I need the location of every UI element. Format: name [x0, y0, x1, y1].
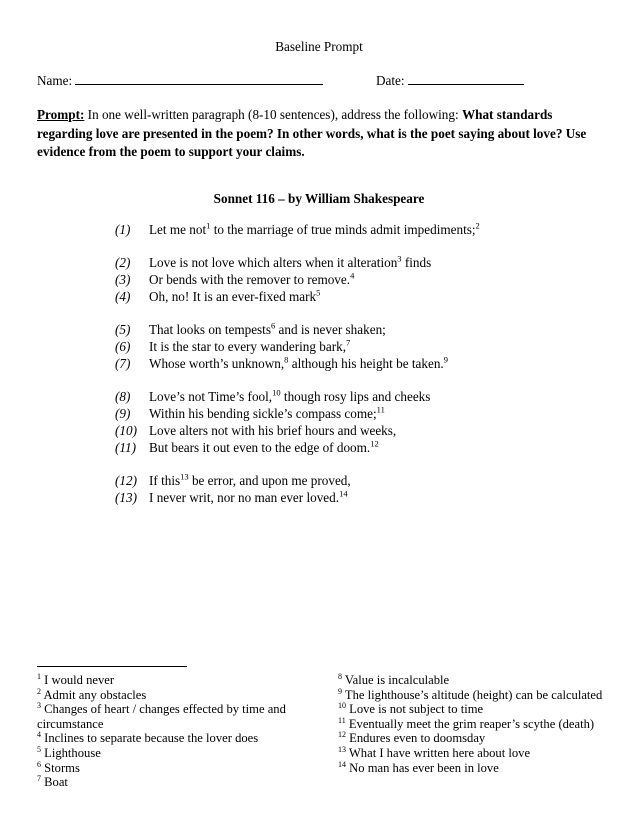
line-text: Let me not$^1$ to the marriage of true minds admit impediments;$^2$ — [149, 220, 480, 237]
footnotes-left — [37, 673, 302, 790]
line-text: If this$^{13}$ be error, and upon me proved, — [149, 471, 351, 488]
footnote: $^{13}$ What I have written here about love — [338, 744, 531, 760]
footnote-number: 7 — [37, 773, 41, 783]
footnote: $^1$ I would never — [37, 671, 115, 687]
footnote: $^{14}$ No man has ever been in love — [338, 759, 499, 775]
footnote-ref: 13 — [180, 471, 189, 482]
line-number: (7) — [115, 356, 131, 371]
footnote-number: 13 — [338, 744, 346, 754]
name-label: Name: — [37, 73, 73, 88]
footnote: $^6$ Storms — [37, 759, 80, 775]
line-number: (2) — [115, 255, 131, 270]
footnote-number: 1 — [37, 671, 41, 681]
line-number: (11) — [115, 440, 136, 455]
footnote: $^5$ Lighthouse — [37, 744, 101, 760]
line-text: Love alters not with his brief hours and weeks, — [149, 423, 397, 438]
footnote-ref: 12 — [370, 438, 379, 449]
footnote-number: 5 — [37, 744, 41, 754]
footnote-number: 12 — [338, 730, 346, 740]
footnote: $^7$ Boat — [37, 773, 68, 790]
footnote: $^8$ Value is incalculable — [338, 671, 450, 687]
footnotes-right — [338, 673, 606, 775]
footnote: $^{10}$ Love is not subject to time — [338, 701, 484, 717]
line-text: Oh, no! It is an ever-fixed mark$^5$ — [149, 287, 321, 304]
footnote-ref: 2 — [475, 220, 480, 231]
footnote-number: 2 — [37, 686, 41, 696]
prompt-intro: In one well-written paragraph (8-10 sentences), address the following: — [87, 107, 459, 122]
footnote-ref: 5 — [316, 287, 321, 298]
line-number: (5) — [115, 322, 131, 337]
line-number: (9) — [115, 406, 131, 421]
footnote-ref: 3 — [397, 253, 402, 264]
date-label: Date: — [376, 73, 405, 88]
footnote-ref: 10 — [272, 387, 281, 398]
line-number: (10) — [115, 423, 137, 438]
footnote: $^2$ Admit any obstacles — [37, 686, 147, 702]
line-text: It is the star to every wandering bark,$^7$ — [149, 337, 351, 354]
line-number: (4) — [115, 289, 131, 304]
line-text: Love’s not Time’s fool,$^{10}$ though rosy lips and cheeks — [149, 387, 431, 404]
footnote-number: 3 — [37, 701, 41, 710]
footnote-ref: 6 — [270, 320, 276, 331]
prompt-label: Prompt: — [37, 107, 85, 122]
line-number: (8) — [115, 389, 131, 404]
footnote-ref: 4 — [350, 270, 355, 281]
line-number: (6) — [115, 339, 131, 354]
line-text: That looks on tempests$^6$ and is never shaken; — [149, 320, 386, 337]
footnote-ref: 9 — [443, 354, 448, 365]
prompt-paragraph — [37, 106, 597, 162]
line-text: Within his bending sickle’s compass come;$^{11}$ — [149, 404, 385, 421]
line-text: Whose worth’s unknown,$^8$ although his height be taken.$^9$ — [149, 354, 448, 371]
footnote-divider — [37, 666, 187, 667]
line-text: Love is not love which alters when it alteration$^3$ finds — [149, 253, 432, 270]
line-number: (1) — [115, 222, 131, 237]
sonnet-title: Sonnet 116 – by William Shakespeare — [213, 191, 425, 206]
footnote-ref: 8 — [284, 354, 289, 365]
prompt-question: What standards regarding love are presented in the poem? In other words, what is the poet saying about love? Use evidence from the poem to support your claims. — [37, 107, 587, 159]
footnote-ref: 7 — [346, 337, 351, 348]
name-field[interactable] — [37, 72, 323, 89]
date-field[interactable] — [376, 72, 524, 89]
footnote-ref: 1 — [206, 220, 211, 231]
footnote-number: 6 — [37, 759, 41, 769]
name-blank[interactable] — [75, 72, 323, 85]
footnote-ref: 14 — [339, 488, 348, 499]
footnote: $^3$ Changes of heart / changes effected by time and circumstance — [37, 701, 286, 731]
line-number: (12) — [115, 473, 137, 488]
page-title: Baseline Prompt — [275, 39, 363, 54]
footnote-number: 8 — [338, 671, 342, 681]
line-number: (13) — [115, 490, 137, 505]
line-text: But bears it out even to the edge of doom.$^{12}$ — [149, 438, 379, 455]
footnote: $^{11}$ Eventually meet the grim reaper’s scythe (death) — [338, 715, 595, 731]
footnote-number: 11 — [338, 715, 346, 725]
footnote-number: 4 — [37, 730, 41, 740]
line-text: I never writ, nor no man ever loved.$^{14}$ — [149, 488, 348, 505]
footnote: $^{12}$ Endures even to doomsday — [338, 730, 486, 746]
line-number: (3) — [115, 272, 131, 287]
line-text: Or bends with the remover to remove.$^4$ — [149, 270, 355, 287]
footnote: $^4$ Inclines to separate because the lover does — [37, 730, 259, 746]
footnote-number: 10 — [338, 701, 346, 710]
date-blank[interactable] — [408, 72, 524, 85]
footnote: $^9$ The lighthouse’s altitude (height) can be calculated — [338, 686, 603, 702]
footnote-number: 14 — [338, 759, 346, 769]
footnote-ref: 11 — [376, 404, 385, 415]
footnote-number: 9 — [338, 686, 342, 696]
